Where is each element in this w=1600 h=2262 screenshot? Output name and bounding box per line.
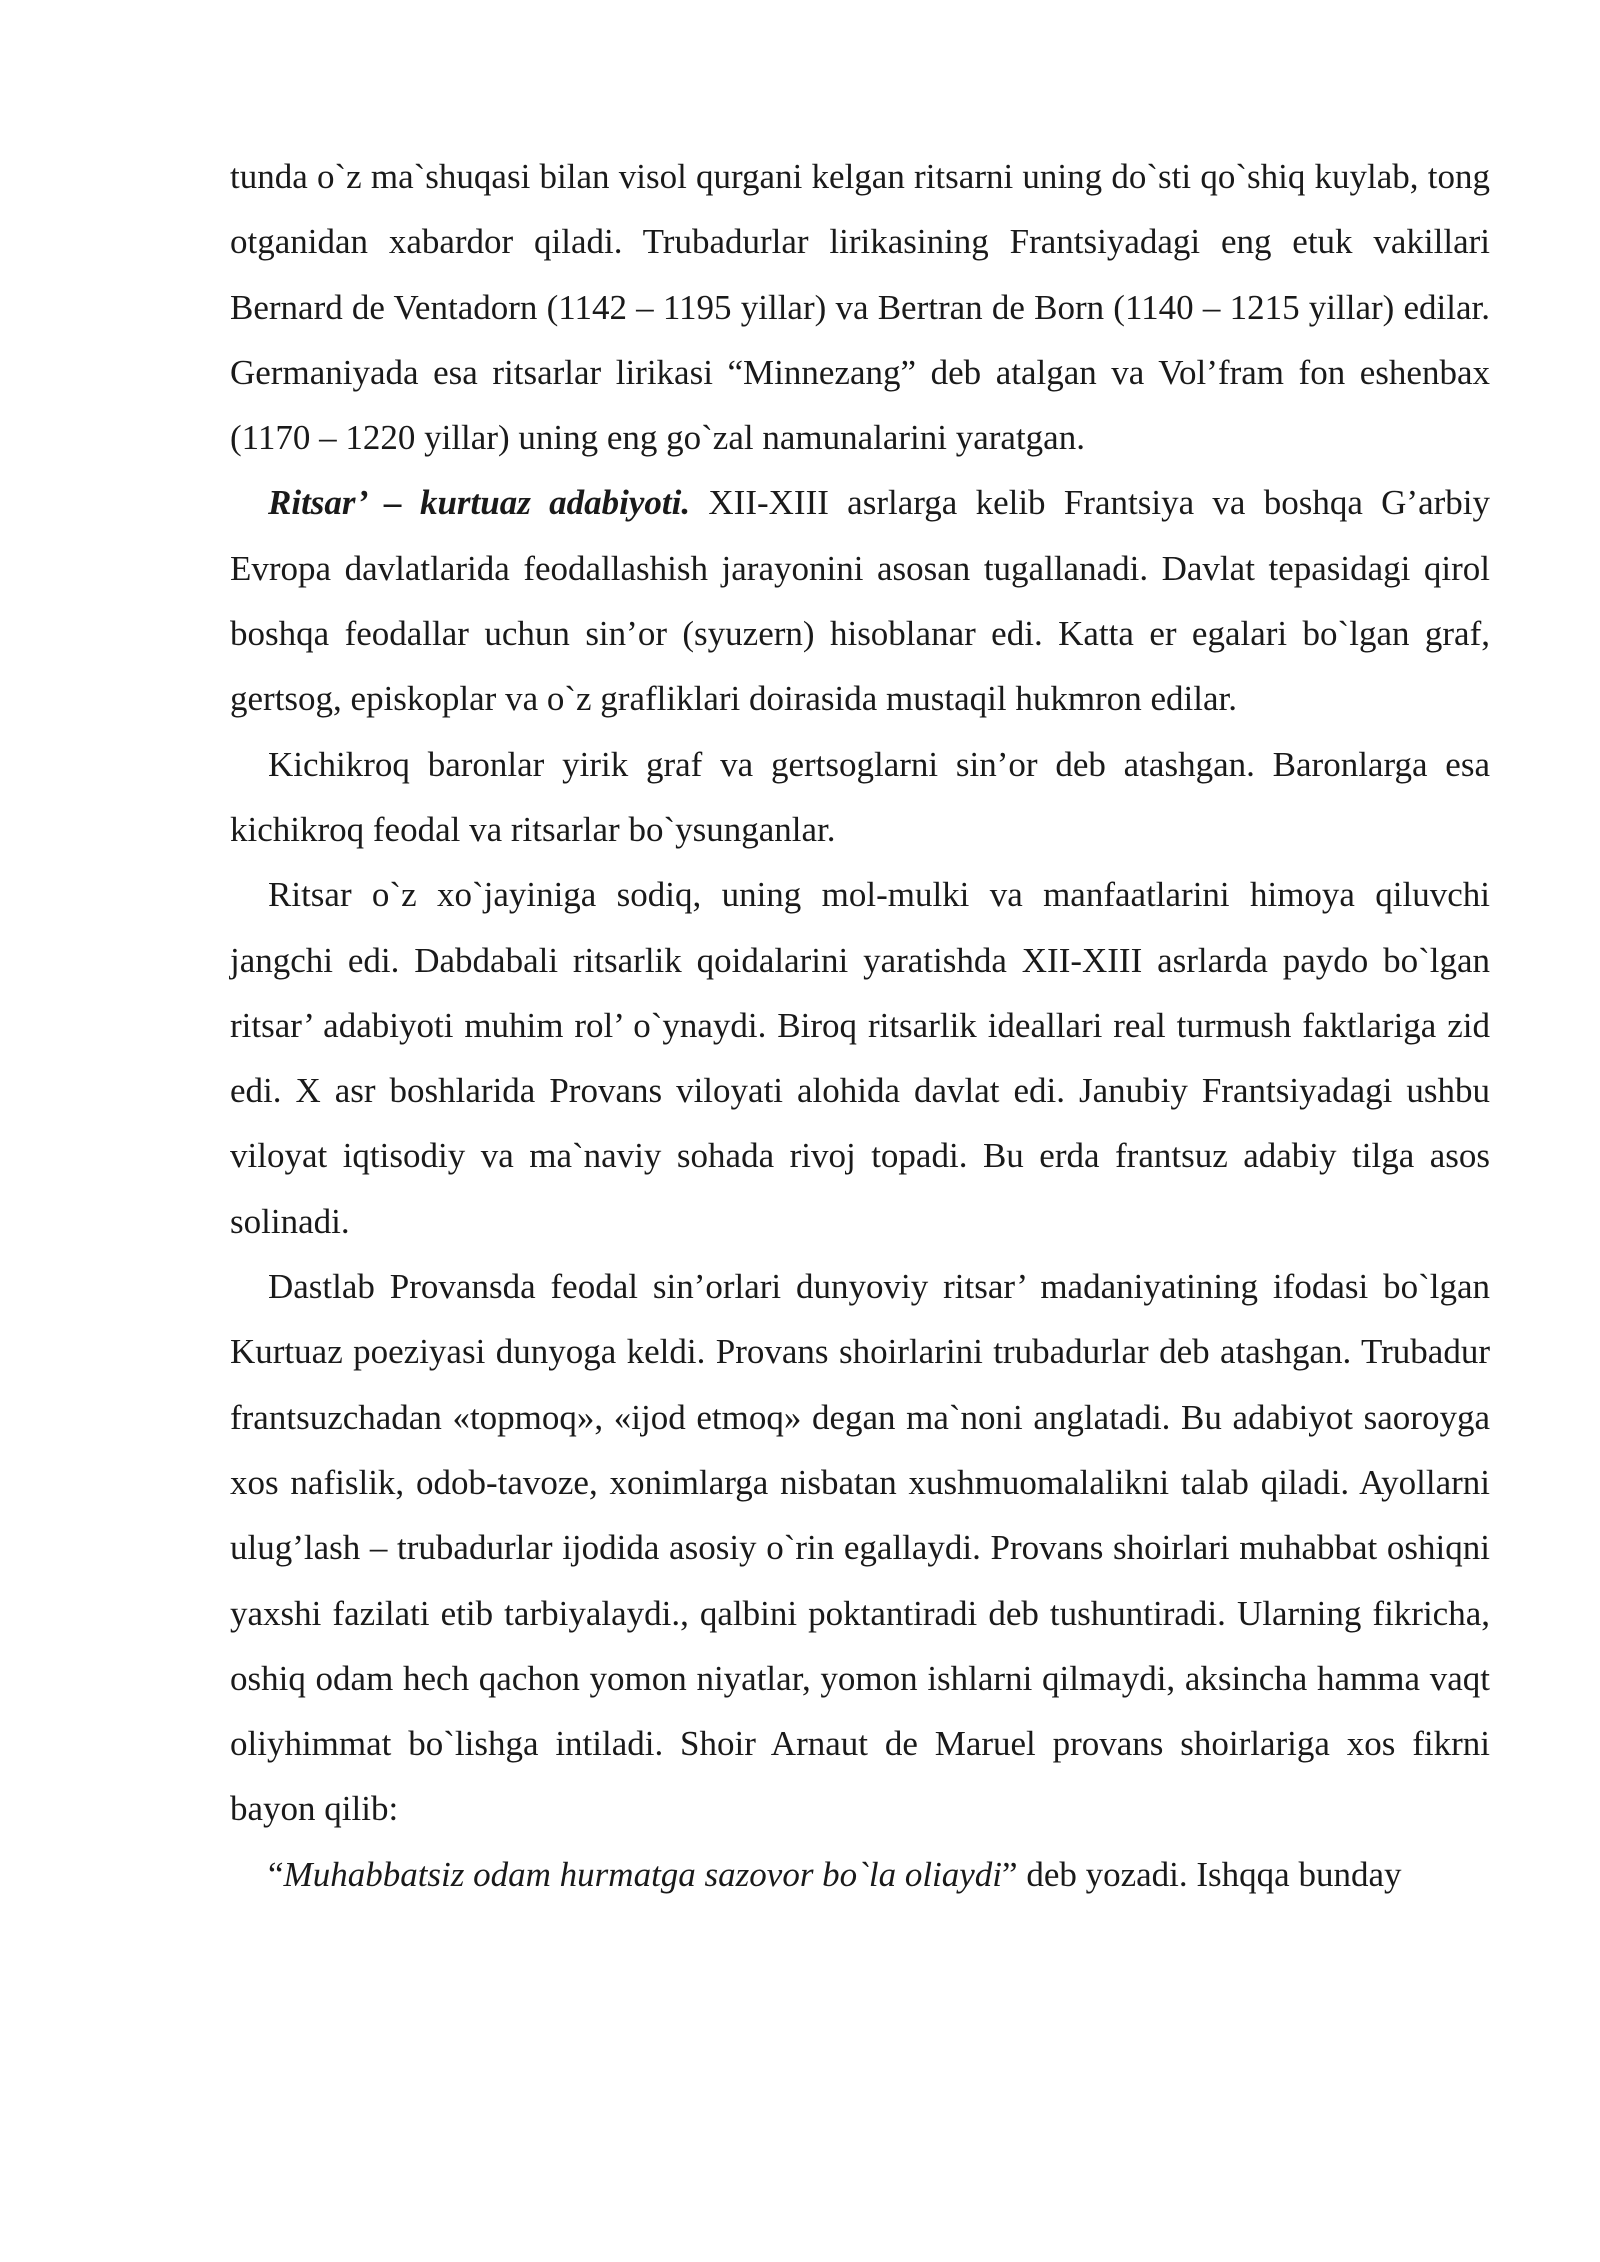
- document-body: [230, 144, 1490, 1907]
- quote-text: Muhabbatsiz odam hurmatga sazovor bo`la oliaydi: [283, 1854, 1003, 1894]
- paragraph-1-text: tunda o`z ma`shuqasi bilan visol qurgani kelgan ritsarni uning do`sti qo`shiq kuylab, tong otganidan xabardor qiladi. Trubadurlar lirikasining Frantsiyadagi eng etuk vakillari Bernard de Ventadorn (1142 – 1195 yillar) va Bertran de Born (1140 – 1215 yillar) edilar. Germaniyada esa ritsarlar lirikasi “Minnezang” deb atalgan va Vol’fram fon eshenbax (1170 – 1220 yillar) uning eng go`zal namunalarini yaratgan.: [230, 157, 1490, 458]
- section-heading: Ritsar’ – kurtuaz adabiyoti.: [268, 483, 691, 523]
- paragraph-1: [230, 144, 1490, 470]
- paragraph-5-text: Dastlab Provansda feodal sin’orlari dunyoviy ritsar’ madaniyatining ifodasi bo`lgan Kurtuaz poeziyasi dunyoga keldi. Provans shoirlarini trubadurlar deb atashgan. Trubadur frantsuzchadan «topmoq», «ijod etmoq» degan ma`noni anglatadi. Bu adabiyot saoroyga xos nafislik, odob-tavoze, xonimlarga nisbatan xushmuomalalikni talab qiladi. Ayollarni ulug’lash – trubadurlar ijodida asosiy o`rin egallaydi. Provans shoirlari muhabbat oshiqni yaxshi fazilati etib tarbiyalaydi., qalbini poktantiradi deb tushuntiradi. Ularning fikricha, oshiq odam hech qachon yomon niyatlar, yomon ishlarni qilmaydi, aksincha hamma vaqt oliyhimmat bo`lishga intiladi. Shoir Arnaut de Maruel provans shoirlariga xos fikrni bayon qilib:: [230, 1267, 1490, 1829]
- paragraph-6: [230, 1842, 1490, 1907]
- paragraph-3-text: Kichikroq baronlar yirik graf va gertsoglarni sin’or deb atashgan. Baronlarga esa kichikroq feodal va ritsarlar bo`ysunganlar.: [230, 744, 1490, 849]
- paragraph-6-text: ” deb yozadi. Ishqqa bunday: [1002, 1854, 1402, 1894]
- paragraph-4-text: Ritsar o`z xo`jayiniga sodiq, uning mol-mulki va manfaatlarini himoya qiluvchi jangchi edi. Dabdabali ritsarlik qoidalarini yaratishda XII-XIII asrlarda paydo bo`lgan ritsar’ adabiyoti muhim rol’ o`ynaydi. Biroq ritsarlik ideallari real turmush faktlariga zid edi. X asr boshlarida Provans viloyati alohida davlat edi. Janubiy Frantsiyadagi ushbu viloyat iqtisodiy va ma`naviy sohada rivoj topadi. Bu erda frantsuz adabiy tilga asos solinadi.: [230, 875, 1490, 1241]
- paragraph-5: [230, 1254, 1490, 1842]
- quote-open-mark: “: [268, 1854, 284, 1894]
- paragraph-4: [230, 862, 1490, 1254]
- paragraph-3: [230, 732, 1490, 863]
- paragraph-2: [230, 470, 1490, 731]
- paragraph-2-text: XII-XIII asrlarga kelib Frantsiya va boshqa G’arbiy Evropa davlatlarida feodallashish jarayonini asosan tugallanadi. Davlat tepasidagi qirol boshqa feodallar uchun sin’or (syuzern) hisoblanar edi. Katta er egalari bo`lgan graf, gertsog, episkoplar va o`z grafliklari doirasida mustaqil hukmron edilar.: [230, 483, 1490, 719]
